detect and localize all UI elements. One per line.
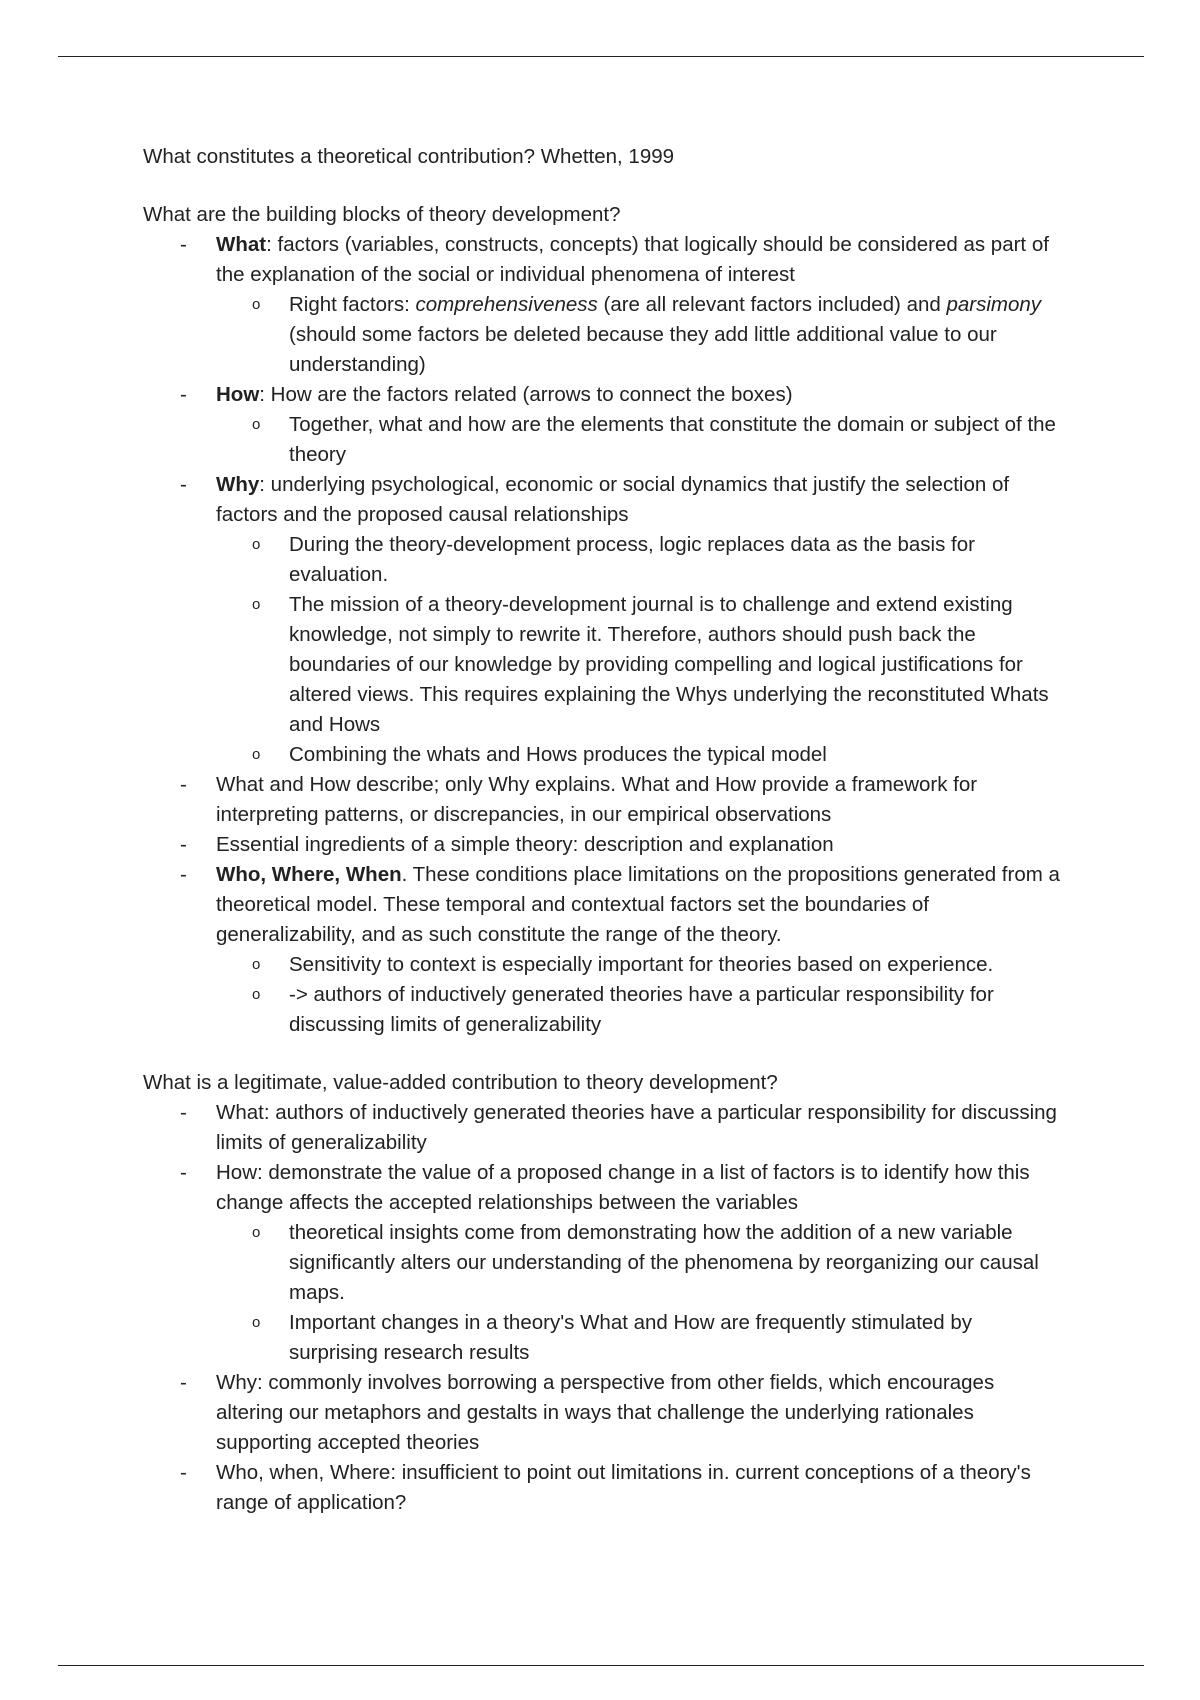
top-rule [58, 56, 1144, 57]
inductive-text: -> authors of inductively generated theories have a particular responsibility for discussing limits of generalizability [289, 983, 994, 1036]
section1-heading: What are the building blocks of theory development? [143, 203, 621, 226]
section-gap [143, 1040, 1063, 1068]
logic-text: During the theory-development process, logic replaces data as the basis for evaluation. [289, 533, 975, 586]
list-item-logic [216, 530, 1063, 590]
sensitivity-text: Sensitivity to context is especially important for theories based on experience. [289, 953, 994, 976]
dash-bullet: - [180, 1371, 187, 1394]
term-who-where-when: Who, Where, When [216, 863, 402, 886]
changes-text: Important changes in a theory's What and How are frequently stimulated by surprising research results [289, 1311, 973, 1364]
list-item-mission [216, 590, 1063, 740]
list-item-why-2 [143, 1368, 1063, 1458]
circle-bullet: o [252, 1314, 261, 1331]
dash-bullet: - [180, 863, 187, 886]
list-item-typical-model [216, 740, 1063, 770]
dash-bullet: - [180, 233, 187, 256]
dash-bullet: - [180, 1101, 187, 1124]
term-why: Why [216, 473, 260, 496]
insights-text: theoretical insights come from demonstrating how the addition of a new variable significantly alters our understanding of the phenomena by reorganizing our causal maps. [289, 1221, 1039, 1304]
circle-bullet: o [252, 956, 261, 973]
list-item-essential [143, 830, 1063, 860]
dash-bullet: - [180, 1461, 187, 1484]
circle-bullet: o [252, 1224, 261, 1241]
right-factors-prefix: Right factors: [289, 293, 416, 316]
how-2-sublist [216, 1218, 1063, 1368]
right-factors-mid: (are all relevant factors included) and [597, 293, 947, 316]
circle-bullet: o [252, 746, 261, 763]
list-item-describe [143, 770, 1063, 830]
list-item-right-factors [216, 290, 1063, 380]
list-item-insights [216, 1218, 1063, 1308]
parsimony-term: parsimony [946, 293, 1042, 316]
who-when-where-2-text: Who, when, Where: insufficient to point out limitations in. current conceptions of a theory's range of application? [216, 1461, 1031, 1514]
why-sublist [216, 530, 1063, 770]
section2-list [143, 1098, 1063, 1518]
circle-bullet: o [252, 416, 261, 433]
term-what: What [216, 233, 267, 256]
list-item-how [143, 380, 1063, 470]
circle-bullet: o [252, 596, 261, 613]
list-item-how-2 [143, 1158, 1063, 1368]
typical-model-text: Combining the whats and Hows produces the typical model [289, 743, 827, 766]
what-sublist [216, 290, 1063, 380]
right-factors-suffix: (should some factors be deleted because they add little additional value to our understanding) [289, 323, 997, 376]
list-item-what-2 [143, 1098, 1063, 1158]
document-title: What constitutes a theoretical contribution? Whetten, 1999 [143, 145, 675, 168]
list-item-inductive [216, 980, 1063, 1040]
circle-bullet: o [252, 536, 261, 553]
dash-bullet: - [180, 473, 187, 496]
circle-bullet: o [252, 296, 261, 313]
describe-text: What and How describe; only Why explains. What and How provide a framework for interpreting patterns, or discrepancies, in our empirical observations [216, 773, 978, 826]
list-item-who-where-when [143, 860, 1063, 1040]
list-item-changes [216, 1308, 1063, 1368]
how-text: : How are the factors related (arrows to connect the boxes) [259, 383, 793, 406]
dash-bullet: - [180, 1161, 187, 1184]
essential-text: Essential ingredients of a simple theory: description and explanation [216, 833, 834, 856]
document-body [143, 142, 1063, 1518]
dash-bullet: - [180, 383, 187, 406]
section1-list [143, 230, 1063, 1040]
why-text: : underlying psychological, economic or social dynamics that justify the selection of factors and the proposed causal relationships [216, 473, 1010, 526]
list-item-what [143, 230, 1063, 380]
circle-bullet: o [252, 986, 261, 1003]
list-item-who-when-where-2 [143, 1458, 1063, 1518]
dash-bullet: - [180, 833, 187, 856]
section2-heading: What is a legitimate, value-added contribution to theory development? [143, 1071, 778, 1094]
who-where-when-sublist [216, 950, 1063, 1040]
why-2-text: Why: commonly involves borrowing a perspective from other fields, which encourages altering our metaphors and gestalts in ways that challenge the underlying rationales supporting accepted theories [216, 1371, 995, 1454]
how-2-text: How: demonstrate the value of a proposed change in a list of factors is to identify how this change affects the accepted relationships between the variables [216, 1161, 1030, 1214]
domain-text: Together, what and how are the elements that constitute the domain or subject of the theory [289, 413, 1056, 466]
term-how: How [216, 383, 260, 406]
comprehensiveness-term: comprehensiveness [415, 293, 598, 316]
list-item-domain [216, 410, 1063, 470]
dash-bullet: - [180, 773, 187, 796]
bottom-rule [58, 1665, 1144, 1666]
what-2-text: What: authors of inductively generated theories have a particular responsibility for discussing limits of generalizability [216, 1101, 1057, 1154]
list-item-sensitivity [216, 950, 1063, 980]
what-text: : factors (variables, constructs, concepts) that logically should be considered as part of the explanation of the social or individual phenomena of interest [216, 233, 1049, 286]
mission-text: The mission of a theory-development journal is to challenge and extend existing knowledge, not simply to rewrite it. Therefore, authors should push back the boundaries of our knowledge by providing compelling and logical justifications for altered views. This requires explaining the Whys underlying the reconstituted Whats and Hows [289, 593, 1049, 736]
who-where-when-text: . These conditions place limitations on the propositions generated from a theoretical model. These temporal and contextual factors set the boundaries of generalizability, and as such constitute the range of the theory. [216, 863, 1060, 946]
how-sublist [216, 410, 1063, 470]
list-item-why [143, 470, 1063, 770]
